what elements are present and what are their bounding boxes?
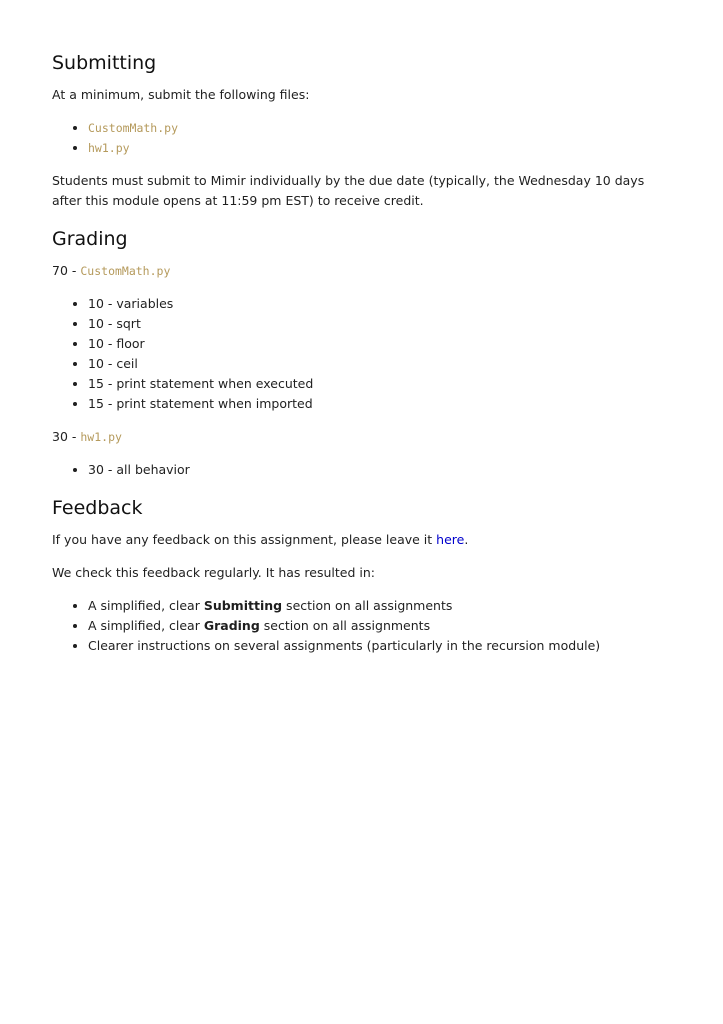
feedback-leave-prefix: If you have any feedback on this assignment, please leave it xyxy=(52,532,437,547)
feedback-leave-suffix: . xyxy=(464,532,469,547)
grading-custom-line xyxy=(52,261,671,281)
list-item xyxy=(88,138,671,158)
result-bold: Submitting xyxy=(203,598,283,613)
list-item: • 30 - all behavior xyxy=(88,460,671,480)
points-label: 30 - xyxy=(52,429,81,444)
list-item: • 15 - print statement when executed xyxy=(88,374,671,394)
list-item: • 10 - floor xyxy=(88,334,671,354)
list-item: • 15 - print statement when imported xyxy=(88,394,671,414)
list-item xyxy=(88,118,671,138)
submitting-heading: Submitting xyxy=(52,52,157,74)
list-item: • 10 - ceil xyxy=(88,354,671,374)
file-name-code: hw1.py xyxy=(80,430,122,444)
result-suffix: section on all assignments xyxy=(282,598,453,613)
result-suffix: section on all assignments xyxy=(259,618,431,633)
feedback-leave-text xyxy=(52,530,671,550)
submit-file-list xyxy=(52,118,671,158)
feedback-here-link[interactable]: here xyxy=(436,532,465,547)
feedback-check-text: We check this feedback regularly. It has resulted in: xyxy=(52,565,375,580)
result-prefix: A simplified, clear xyxy=(88,618,204,633)
feedback-heading: Feedback xyxy=(52,497,143,519)
grading-custom-list xyxy=(52,294,671,414)
list-item xyxy=(88,616,671,636)
result-prefix: Clearer instructions on several assignments (particularly in the recursion module) xyxy=(88,638,601,653)
result-prefix: A simplified, clear xyxy=(88,598,204,613)
list-item: • 10 - variables xyxy=(88,294,671,314)
points-label: 70 - xyxy=(52,263,81,278)
file-name-code: hw1.py xyxy=(88,141,130,155)
grading-heading: Grading xyxy=(52,228,128,250)
grading-hw1-list xyxy=(52,460,671,480)
file-name-code: CustomMath.py xyxy=(88,121,179,135)
submit-intro-text: At a minimum, submit the following files: xyxy=(52,87,310,102)
file-name-code: CustomMath.py xyxy=(80,264,171,278)
grading-hw1-line xyxy=(52,427,671,447)
list-item xyxy=(88,596,671,616)
feedback-results-list xyxy=(52,596,671,656)
submit-deadline-text: Students must submit to Mimir individually by the due date (typically, the Wednesday 10 days after this module opens at 11:59 pm EST) to receive credit. xyxy=(52,173,645,208)
result-bold: Grading xyxy=(203,618,260,633)
list-item: • 10 - sqrt xyxy=(88,314,671,334)
list-item xyxy=(88,636,671,656)
